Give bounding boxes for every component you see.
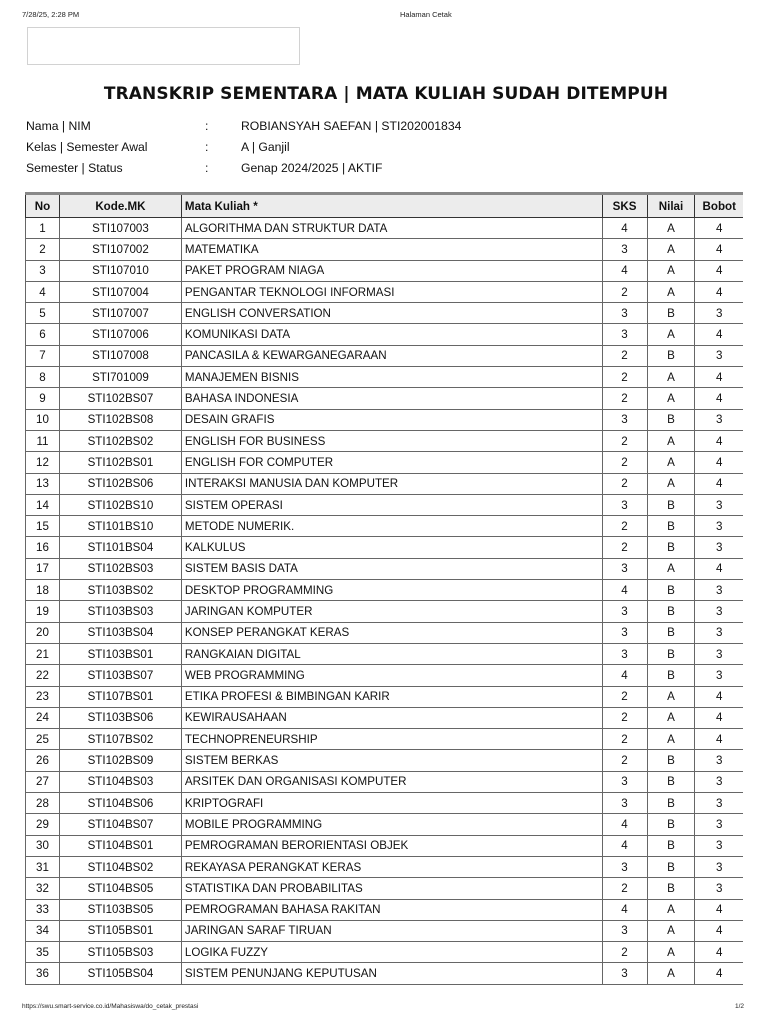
cell-credits: 4 (602, 665, 647, 686)
cell-credits: 3 (602, 622, 647, 643)
cell-grade: B (647, 537, 695, 558)
cell-course: DESKTOP PROGRAMMING (181, 580, 602, 601)
table-row (26, 920, 744, 941)
cell-weight: 3 (695, 303, 743, 324)
print-date: 7/28/25, 2:28 PM (22, 10, 80, 19)
cell-no: 18 (26, 580, 60, 601)
cell-course: KONSEP PERANGKAT KERAS (181, 622, 602, 643)
info-label: Semester | Status (26, 161, 123, 175)
info-row-class (26, 138, 626, 159)
info-value: Genap 2024/2025 | AKTIF (241, 161, 383, 175)
table-row (26, 665, 744, 686)
cell-course: KEWIRAUSAHAAN (181, 707, 602, 728)
cell-course: STATISTIKA DAN PROBABILITAS (181, 878, 602, 899)
info-label: Kelas | Semester Awal (26, 140, 148, 154)
cell-weight: 4 (695, 239, 743, 260)
cell-code: STI107002 (59, 239, 181, 260)
table-row (26, 601, 744, 622)
cell-grade: A (647, 430, 695, 451)
cell-course: PANCASILA & KEWARGANEGARAAN (181, 345, 602, 366)
cell-course: JARINGAN SARAF TIRUAN (181, 920, 602, 941)
document-title: TRANSKRIP SEMENTARA | MATA KULIAH SUDAH DITEMPUH (103, 84, 669, 104)
cell-weight: 4 (695, 899, 743, 920)
column-header-no: No (26, 194, 60, 218)
table-row (26, 856, 744, 877)
cell-no: 33 (26, 899, 60, 920)
cell-grade: A (647, 218, 695, 239)
cell-weight: 3 (695, 345, 743, 366)
cell-code: STI103BS07 (59, 665, 181, 686)
cell-code: STI104BS05 (59, 878, 181, 899)
info-colon: : (205, 161, 209, 175)
cell-no: 27 (26, 771, 60, 792)
cell-weight: 3 (695, 750, 743, 771)
cell-course: PEMROGRAMAN BAHASA RAKITAN (181, 899, 602, 920)
cell-code: STI103BS02 (59, 580, 181, 601)
cell-code: STI104BS07 (59, 814, 181, 835)
cell-credits: 4 (602, 260, 647, 281)
cell-course: ARSITEK DAN ORGANISASI KOMPUTER (181, 771, 602, 792)
cell-no: 25 (26, 729, 60, 750)
cell-code: STI103BS05 (59, 899, 181, 920)
cell-credits: 3 (602, 856, 647, 877)
cell-credits: 3 (602, 793, 647, 814)
cell-credits: 2 (602, 707, 647, 728)
cell-no: 22 (26, 665, 60, 686)
cell-credits: 3 (602, 494, 647, 515)
cell-grade: B (647, 516, 695, 537)
cell-no: 8 (26, 367, 60, 388)
cell-credits: 2 (602, 942, 647, 963)
cell-weight: 3 (695, 580, 743, 601)
cell-credits: 3 (602, 963, 647, 984)
table-row (26, 303, 744, 324)
column-header-code: Kode.MK (59, 194, 181, 218)
student-info (26, 117, 626, 180)
cell-course: KOMUNIKASI DATA (181, 324, 602, 345)
column-header-weight: Bobot (695, 194, 743, 218)
cell-course: TECHNOPRENEURSHIP (181, 729, 602, 750)
cell-weight: 4 (695, 260, 743, 281)
column-header-grade: Nilai (647, 194, 695, 218)
cell-weight: 4 (695, 324, 743, 345)
cell-course: DESAIN GRAFIS (181, 409, 602, 430)
cell-course: PAKET PROGRAM NIAGA (181, 260, 602, 281)
transcript-table (25, 192, 743, 985)
info-row-name (26, 117, 626, 138)
cell-no: 31 (26, 856, 60, 877)
cell-weight: 3 (695, 665, 743, 686)
table-row (26, 516, 744, 537)
cell-code: STI101BS10 (59, 516, 181, 537)
cell-course: LOGIKA FUZZY (181, 942, 602, 963)
cell-weight: 4 (695, 473, 743, 494)
cell-no: 16 (26, 537, 60, 558)
cell-code: STI107008 (59, 345, 181, 366)
cell-grade: B (647, 643, 695, 664)
cell-course: KRIPTOGRAFI (181, 793, 602, 814)
cell-credits: 3 (602, 239, 647, 260)
info-value: A | Ganjil (241, 140, 290, 154)
cell-no: 24 (26, 707, 60, 728)
cell-weight: 4 (695, 729, 743, 750)
cell-weight: 4 (695, 963, 743, 984)
cell-code: STI102BS08 (59, 409, 181, 430)
cell-course: JARINGAN KOMPUTER (181, 601, 602, 622)
cell-no: 2 (26, 239, 60, 260)
cell-credits: 4 (602, 580, 647, 601)
cell-credits: 2 (602, 388, 647, 409)
cell-weight: 3 (695, 516, 743, 537)
column-header-credits: SKS (602, 194, 647, 218)
table-row (26, 878, 744, 899)
cell-no: 10 (26, 409, 60, 430)
cell-course: PENGANTAR TEKNOLOGI INFORMASI (181, 281, 602, 302)
cell-course: RANGKAIAN DIGITAL (181, 643, 602, 664)
cell-no: 3 (26, 260, 60, 281)
cell-grade: B (647, 494, 695, 515)
info-colon: : (205, 140, 209, 154)
cell-no: 14 (26, 494, 60, 515)
cell-code: STI104BS03 (59, 771, 181, 792)
cell-grade: B (647, 580, 695, 601)
cell-grade: B (647, 622, 695, 643)
cell-weight: 4 (695, 942, 743, 963)
cell-weight: 3 (695, 793, 743, 814)
cell-grade: A (647, 367, 695, 388)
cell-course: MANAJEMEN BISNIS (181, 367, 602, 388)
cell-grade: A (647, 239, 695, 260)
table-row (26, 899, 744, 920)
cell-credits: 2 (602, 516, 647, 537)
cell-code: STI107007 (59, 303, 181, 324)
cell-no: 19 (26, 601, 60, 622)
cell-weight: 4 (695, 452, 743, 473)
cell-weight: 3 (695, 622, 743, 643)
cell-course: MATEMATIKA (181, 239, 602, 260)
cell-no: 20 (26, 622, 60, 643)
cell-course: ALGORITHMA DAN STRUKTUR DATA (181, 218, 602, 239)
cell-credits: 2 (602, 750, 647, 771)
cell-weight: 3 (695, 878, 743, 899)
cell-code: STI107BS01 (59, 686, 181, 707)
cell-no: 21 (26, 643, 60, 664)
cell-weight: 3 (695, 835, 743, 856)
cell-no: 35 (26, 942, 60, 963)
cell-grade: B (647, 878, 695, 899)
cell-course: SISTEM BERKAS (181, 750, 602, 771)
cell-code: STI107BS02 (59, 729, 181, 750)
cell-grade: B (647, 303, 695, 324)
cell-grade: B (647, 835, 695, 856)
cell-grade: A (647, 558, 695, 579)
cell-course: SISTEM PENUNJANG KEPUTUSAN (181, 963, 602, 984)
cell-grade: A (647, 473, 695, 494)
cell-code: STI701009 (59, 367, 181, 388)
cell-code: STI102BS06 (59, 473, 181, 494)
cell-code: STI107010 (59, 260, 181, 281)
cell-code: STI101BS04 (59, 537, 181, 558)
cell-course: METODE NUMERIK. (181, 516, 602, 537)
table-row (26, 409, 744, 430)
cell-weight: 4 (695, 281, 743, 302)
cell-credits: 2 (602, 367, 647, 388)
cell-weight: 4 (695, 920, 743, 941)
cell-course: PEMROGRAMAN BERORIENTASI OBJEK (181, 835, 602, 856)
cell-no: 4 (26, 281, 60, 302)
info-colon: : (205, 119, 209, 133)
cell-credits: 2 (602, 878, 647, 899)
cell-no: 29 (26, 814, 60, 835)
cell-no: 23 (26, 686, 60, 707)
table-row (26, 580, 744, 601)
cell-course: KALKULUS (181, 537, 602, 558)
cell-weight: 3 (695, 771, 743, 792)
table-row (26, 771, 744, 792)
cell-course: ENGLISH CONVERSATION (181, 303, 602, 324)
table-row (26, 537, 744, 558)
cell-no: 5 (26, 303, 60, 324)
cell-no: 28 (26, 793, 60, 814)
cell-credits: 2 (602, 686, 647, 707)
cell-grade: B (647, 345, 695, 366)
cell-credits: 3 (602, 303, 647, 324)
cell-grade: A (647, 388, 695, 409)
cell-course: MOBILE PROGRAMMING (181, 814, 602, 835)
table-row (26, 835, 744, 856)
cell-credits: 3 (602, 920, 647, 941)
cell-no: 34 (26, 920, 60, 941)
cell-code: STI102BS03 (59, 558, 181, 579)
cell-grade: A (647, 281, 695, 302)
cell-weight: 4 (695, 367, 743, 388)
table-row (26, 622, 744, 643)
cell-grade: B (647, 409, 695, 430)
table-row (26, 793, 744, 814)
cell-credits: 3 (602, 324, 647, 345)
cell-course: ENGLISH FOR COMPUTER (181, 452, 602, 473)
cell-grade: A (647, 686, 695, 707)
cell-credits: 4 (602, 835, 647, 856)
table-row (26, 494, 744, 515)
logo-placeholder (27, 27, 300, 65)
cell-weight: 4 (695, 707, 743, 728)
cell-code: STI107004 (59, 281, 181, 302)
table-row (26, 430, 744, 451)
cell-credits: 4 (602, 814, 647, 835)
cell-course: BAHASA INDONESIA (181, 388, 602, 409)
table-row (26, 239, 744, 260)
table-row (26, 558, 744, 579)
cell-weight: 4 (695, 558, 743, 579)
cell-credits: 3 (602, 558, 647, 579)
cell-code: STI102BS01 (59, 452, 181, 473)
cell-credits: 4 (602, 218, 647, 239)
cell-credits: 4 (602, 899, 647, 920)
cell-weight: 3 (695, 643, 743, 664)
cell-code: STI103BS04 (59, 622, 181, 643)
cell-course: REKAYASA PERANGKAT KERAS (181, 856, 602, 877)
cell-credits: 2 (602, 345, 647, 366)
footer-page-number: 1/2 (735, 1003, 745, 1010)
table-row (26, 473, 744, 494)
cell-credits: 2 (602, 729, 647, 750)
cell-grade: B (647, 771, 695, 792)
cell-no: 9 (26, 388, 60, 409)
cell-no: 13 (26, 473, 60, 494)
cell-grade: A (647, 452, 695, 473)
cell-weight: 4 (695, 388, 743, 409)
cell-code: STI105BS04 (59, 963, 181, 984)
cell-course: ENGLISH FOR BUSINESS (181, 430, 602, 451)
cell-no: 26 (26, 750, 60, 771)
cell-no: 30 (26, 835, 60, 856)
cell-grade: A (647, 942, 695, 963)
table-row (26, 388, 744, 409)
cell-code: STI103BS06 (59, 707, 181, 728)
cell-grade: A (647, 729, 695, 750)
table-row (26, 643, 744, 664)
cell-code: STI107006 (59, 324, 181, 345)
cell-grade: A (647, 260, 695, 281)
cell-code: STI103BS03 (59, 601, 181, 622)
cell-grade: B (647, 601, 695, 622)
cell-grade: A (647, 963, 695, 984)
table-row (26, 942, 744, 963)
table-header-row (26, 194, 744, 218)
cell-no: 32 (26, 878, 60, 899)
cell-credits: 2 (602, 473, 647, 494)
table-row (26, 750, 744, 771)
cell-weight: 3 (695, 494, 743, 515)
cell-weight: 4 (695, 430, 743, 451)
cell-credits: 3 (602, 643, 647, 664)
cell-grade: A (647, 899, 695, 920)
cell-code: STI107003 (59, 218, 181, 239)
cell-no: 6 (26, 324, 60, 345)
cell-no: 1 (26, 218, 60, 239)
info-row-semester (26, 159, 626, 180)
cell-course: SISTEM BASIS DATA (181, 558, 602, 579)
cell-credits: 2 (602, 537, 647, 558)
table-row (26, 707, 744, 728)
cell-weight: 3 (695, 601, 743, 622)
cell-code: STI102BS09 (59, 750, 181, 771)
table-row (26, 367, 744, 388)
cell-weight: 3 (695, 814, 743, 835)
table-row (26, 963, 744, 984)
cell-no: 17 (26, 558, 60, 579)
cell-credits: 2 (602, 281, 647, 302)
cell-credits: 3 (602, 409, 647, 430)
table-row (26, 452, 744, 473)
cell-code: STI102BS07 (59, 388, 181, 409)
cell-grade: A (647, 920, 695, 941)
cell-credits: 3 (602, 601, 647, 622)
cell-code: STI104BS02 (59, 856, 181, 877)
cell-grade: A (647, 324, 695, 345)
cell-code: STI102BS10 (59, 494, 181, 515)
cell-code: STI105BS03 (59, 942, 181, 963)
cell-course: SISTEM OPERASI (181, 494, 602, 515)
cell-course: WEB PROGRAMMING (181, 665, 602, 686)
table-row (26, 324, 744, 345)
cell-weight: 3 (695, 856, 743, 877)
cell-credits: 2 (602, 452, 647, 473)
cell-code: STI103BS01 (59, 643, 181, 664)
table-row (26, 281, 744, 302)
info-label: Nama | NIM (26, 119, 91, 133)
cell-credits: 2 (602, 430, 647, 451)
cell-weight: 4 (695, 218, 743, 239)
table-row (26, 814, 744, 835)
cell-code: STI104BS01 (59, 835, 181, 856)
cell-no: 11 (26, 430, 60, 451)
cell-course: ETIKA PROFESI & BIMBINGAN KARIR (181, 686, 602, 707)
cell-credits: 3 (602, 771, 647, 792)
transcript-body (26, 218, 744, 985)
cell-weight: 4 (695, 686, 743, 707)
table-row (26, 218, 744, 239)
cell-no: 15 (26, 516, 60, 537)
cell-grade: B (647, 814, 695, 835)
print-page-title: Halaman Cetak (400, 10, 452, 19)
cell-no: 36 (26, 963, 60, 984)
cell-weight: 3 (695, 537, 743, 558)
info-value: ROBIANSYAH SAEFAN | STI202001834 (241, 119, 462, 133)
cell-no: 12 (26, 452, 60, 473)
table-row (26, 729, 744, 750)
footer-url: https://swu.smart-service.co.id/Mahasiswa/do_cetak_prestasi (22, 1003, 199, 1010)
cell-no: 7 (26, 345, 60, 366)
cell-code: STI104BS06 (59, 793, 181, 814)
cell-grade: B (647, 856, 695, 877)
cell-grade: B (647, 750, 695, 771)
cell-weight: 3 (695, 409, 743, 430)
cell-grade: B (647, 665, 695, 686)
table-row (26, 260, 744, 281)
cell-course: INTERAKSI MANUSIA DAN KOMPUTER (181, 473, 602, 494)
cell-grade: B (647, 793, 695, 814)
cell-code: STI105BS01 (59, 920, 181, 941)
table-row (26, 686, 744, 707)
table-row (26, 345, 744, 366)
cell-code: STI102BS02 (59, 430, 181, 451)
cell-grade: A (647, 707, 695, 728)
column-header-course: Mata Kuliah * (181, 194, 602, 218)
